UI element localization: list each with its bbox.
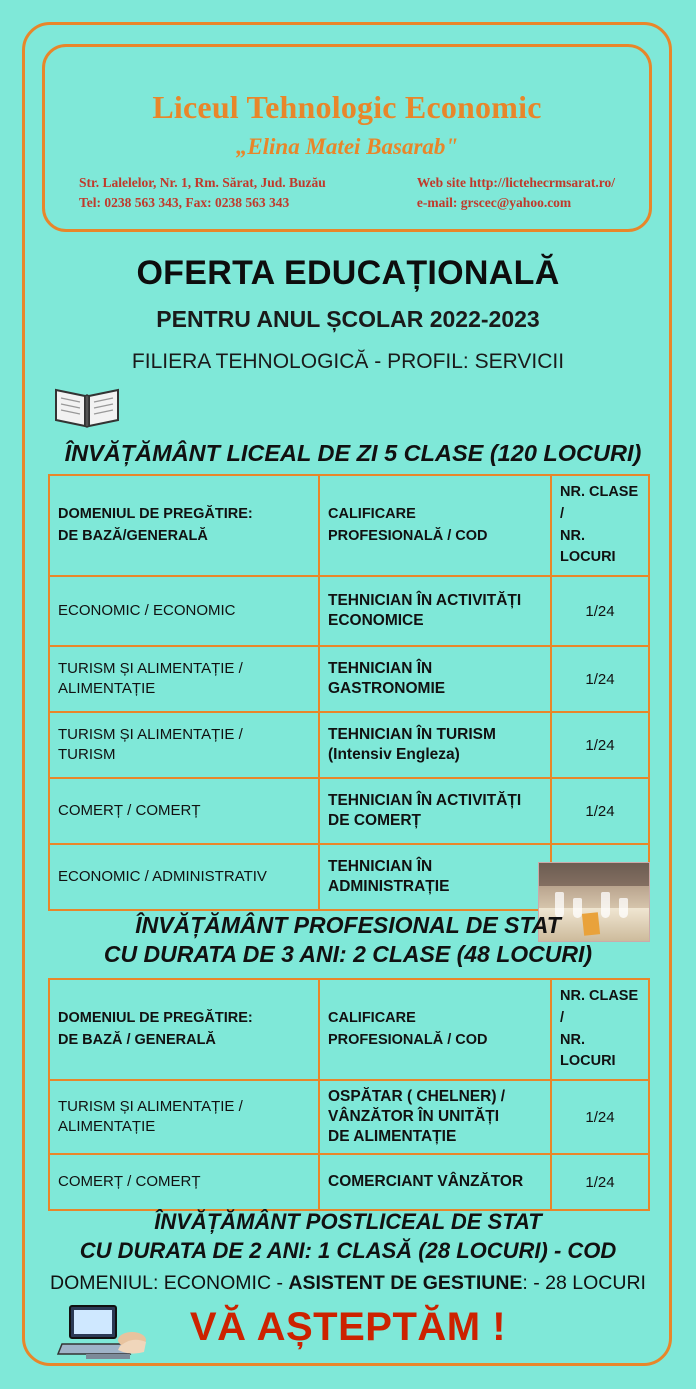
school-motto: „Elina Matei Basarab" (235, 134, 459, 159)
cell-qualification (319, 778, 551, 844)
qual-line2: ECONOMICE (328, 612, 424, 629)
cell-domain: COMERȚ / COMERȚ (49, 778, 319, 844)
cell-domain (49, 1080, 319, 1154)
domain-line2: TURISM (58, 746, 116, 763)
th-domain-line2: DE BAZĂ / GENERALĂ (58, 1031, 216, 1048)
th-qualification (319, 979, 551, 1080)
postliceal-suffix: : - 28 LOCURI (522, 1272, 646, 1294)
contact-left (79, 173, 326, 212)
domain-line2: ALIMENTAȚIE (58, 1118, 156, 1136)
school-website[interactable]: Web site http://lictehecrmsarat.ro/ (416, 175, 615, 190)
cell-domain: COMERȚ / COMERȚ (49, 1154, 319, 1210)
qual-line2: (Intensiv Engleza) (328, 746, 460, 763)
cell-qualification (319, 646, 551, 712)
th-classes-line1: NR. CLASE (560, 484, 639, 500)
qual-line2: GASTRONOMIE (328, 680, 446, 697)
qual-line2: ADMINISTRAȚIE (328, 878, 450, 895)
th-domain-line1: DOMENIUL DE PREGĂTIRE: (58, 505, 253, 522)
th-classes-line1: NR. CLASE (560, 988, 639, 1004)
school-header-box (42, 44, 652, 232)
th-classes-line2: / (560, 1009, 565, 1026)
table-row (49, 1080, 649, 1154)
domain-line1: TURISM ȘI ALIMENTAȚIE / (58, 725, 243, 743)
cell-domain (49, 646, 319, 712)
qual-line2: VÂNZĂTOR ÎN UNITĂȚI (328, 1108, 500, 1126)
th-domain-line2: DE BAZĂ/GENERALĂ (58, 527, 208, 544)
postliceal-qualification: ASISTENT DE GESTIUNE (288, 1272, 523, 1294)
qual-line1: TEHNICIAN ÎN ACTIVITĂȚI (328, 591, 522, 609)
section-title-profesional-line1: ÎNVĂȚĂMÂNT PROFESIONAL DE STAT (135, 912, 561, 938)
contact-right (417, 173, 615, 212)
school-name: Liceul Tehnologic Economic (152, 89, 542, 125)
th-classes-line3: NR. LOCURI (560, 527, 616, 566)
domain-line1: TURISM ȘI ALIMENTAȚIE / (58, 1097, 243, 1115)
cell-classes: 1/24 (551, 712, 649, 778)
cell-qualification: COMERCIANT VÂNZĂTOR (319, 1154, 551, 1210)
cell-domain: ECONOMIC / ECONOMIC (49, 576, 319, 646)
cell-qualification (319, 712, 551, 778)
th-qualification (319, 475, 551, 576)
qual-line1: TEHNICIAN ÎN (328, 857, 433, 875)
postliceal-domain-line (0, 1272, 696, 1295)
th-classes-line2: / (560, 505, 565, 522)
table-row (49, 646, 649, 712)
open-book-icon (52, 382, 122, 430)
cell-qualification (319, 1080, 551, 1154)
table-profesional (48, 978, 650, 1211)
await-text: VĂ AȘTEPTĂM ! (189, 1305, 507, 1349)
cell-qualification (319, 844, 551, 910)
school-phone: Tel: 0238 563 343, Fax: 0238 563 343 (79, 194, 290, 210)
th-qual-line2: PROFESIONALĂ / COD (328, 527, 488, 544)
cell-classes: 1/24 (551, 1154, 649, 1210)
domain-line1: TURISM ȘI ALIMENTAȚIE / (58, 659, 243, 677)
qual-line1: OSPĂTAR ( CHELNER) / (328, 1088, 506, 1105)
cell-classes: 1/24 (551, 1080, 649, 1154)
th-classes (551, 475, 649, 576)
th-classes-line3: NR. LOCURI (560, 1031, 616, 1070)
cell-domain (49, 712, 319, 778)
qual-line3: DE ALIMENTAȚIE (328, 1128, 457, 1146)
qual-line1: TEHNICIAN ÎN TURISM (328, 725, 496, 743)
table-row (49, 712, 649, 778)
page-subtitle: PENTRU ANUL ȘCOLAR 2022-2023 (156, 306, 540, 332)
th-domain-line1: DOMENIUL DE PREGĂTIRE: (58, 1009, 253, 1026)
th-qual-line1: CALIFICARE (328, 1009, 416, 1026)
section-title-profesional-line2: CU DURATA DE 3 ANI: 2 CLASE (48 LOCURI) (103, 941, 593, 967)
table-header-row (49, 475, 649, 576)
cell-classes: 1/24 (551, 576, 649, 646)
postliceal-prefix: DOMENIUL: ECONOMIC - (50, 1272, 289, 1294)
cell-qualification (319, 576, 551, 646)
table-liceal (48, 474, 650, 911)
page-title: OFERTA EDUCAȚIONALĂ (136, 254, 560, 292)
qual-line1: TEHNICIAN ÎN (328, 659, 433, 677)
table-row (49, 1154, 649, 1210)
qual-line2: DE COMERȚ (328, 812, 421, 829)
th-domain (49, 979, 319, 1080)
cell-domain: ECONOMIC / ADMINISTRATIV (49, 844, 319, 910)
page-subtitle-profile: FILIERA TEHNOLOGICĂ - PROFIL: SERVICII (131, 350, 565, 373)
school-address: Str. Lalelelor, Nr. 1, Rm. Sărat, Jud. Buzău (79, 175, 326, 190)
domain-line2: ALIMENTAȚIE (58, 680, 156, 697)
table-row (49, 778, 649, 844)
cell-classes: 1/24 (551, 646, 649, 712)
qual-line1: TEHNICIAN ÎN ACTIVITĂȚI (328, 791, 522, 809)
section-title-postliceal-line1: ÎNVĂȚĂMÂNT POSTLICEAL DE STAT (154, 1209, 542, 1234)
school-email[interactable]: e-mail: grscec@yahoo.com (416, 194, 572, 210)
th-qual-line2: PROFESIONALĂ / COD (328, 1031, 488, 1048)
th-classes (551, 979, 649, 1080)
table-header-row (49, 979, 649, 1080)
table-row (49, 576, 649, 646)
cell-classes: 1/24 (551, 778, 649, 844)
section-title-liceal: ÎNVĂȚĂMÂNT LICEAL DE ZI 5 CLASE (120 LOCURI) (64, 440, 642, 466)
contact-row (45, 173, 649, 212)
section-title-postliceal-line2: CU DURATA DE 2 ANI: 1 CLASĂ (28 LOCURI) - COD (79, 1238, 617, 1263)
th-domain (49, 475, 319, 576)
th-qual-line1: CALIFICARE (328, 505, 416, 522)
